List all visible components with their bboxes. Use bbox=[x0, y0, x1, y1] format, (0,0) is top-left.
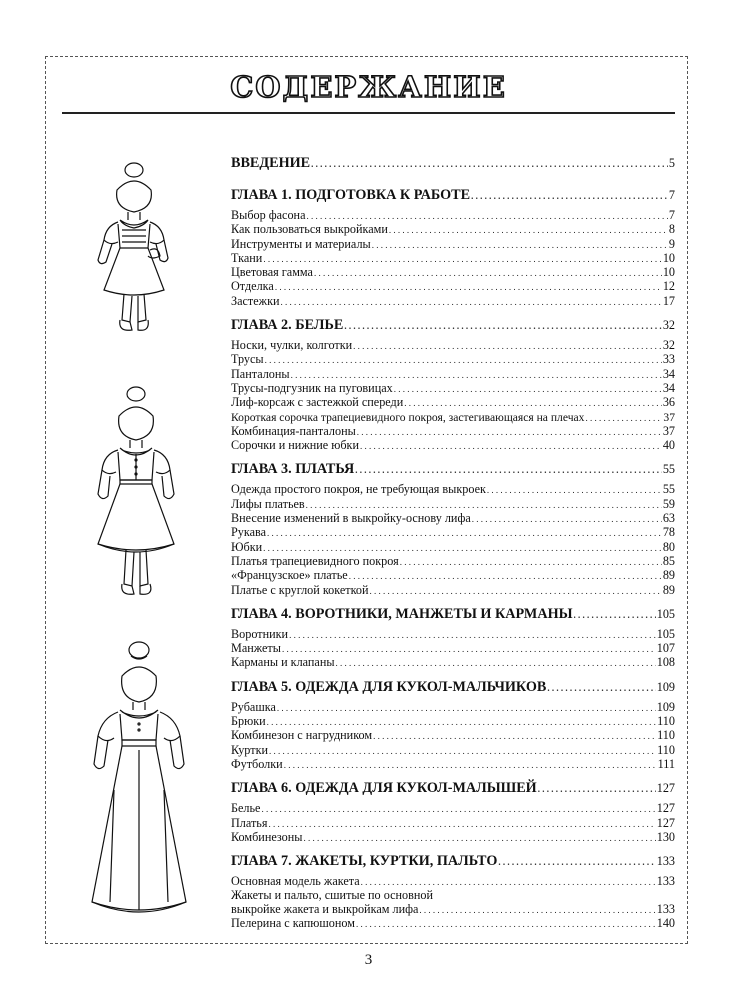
toc-chapter-heading[interactable]: ГЛАВА 4. ВОРОТНИКИ, МАНЖЕТЫ И КАРМАНЫ . . . 105 bbox=[231, 606, 675, 624]
toc-item[interactable]: Комбинезон с нагрудником . . . 110 bbox=[231, 729, 675, 743]
toc-item[interactable]: Комбинация-панталоны . . . 37 bbox=[231, 425, 675, 439]
toc-item[interactable]: Пелерина с капюшоном . . . 140 bbox=[231, 917, 675, 931]
toc-item[interactable]: Куртки . . . 110 bbox=[231, 744, 675, 758]
toc-item[interactable]: Сорочки и нижние юбки . . . 40 bbox=[231, 439, 675, 453]
toc-chapter-3 bbox=[231, 461, 675, 597]
toc-item[interactable]: Трусы . . . 33 bbox=[231, 353, 675, 367]
toc-item[interactable]: выкройке жакета и выкройкам лифа . . . 133 bbox=[231, 903, 675, 917]
toc-chapter-6 bbox=[231, 780, 675, 845]
toc-chapter-heading[interactable]: ГЛАВА 6. ОДЕЖДА ДЛЯ КУКОЛ-МАЛЫШЕЙ . . . 127 bbox=[231, 780, 675, 798]
toc-item[interactable]: Белье . . . 127 bbox=[231, 802, 675, 816]
toc-item[interactable]: Лиф-корсаж с застежкой спереди . . . 36 bbox=[231, 396, 675, 410]
toc-item[interactable]: Короткая сорочка трапециевидного покроя, застегивающаяся на плечах . . . 37 bbox=[231, 411, 675, 425]
toc-item[interactable]: Ткани . . . 10 bbox=[231, 252, 675, 266]
toc-item[interactable]: Как пользоваться выкройками . . . 8 bbox=[231, 223, 675, 237]
toc-item[interactable]: Панталоны . . . 34 bbox=[231, 368, 675, 382]
toc-item[interactable]: Цветовая гамма . . . 10 bbox=[231, 266, 675, 280]
toc-item[interactable]: Носки, чулки, колготки . . . 32 bbox=[231, 339, 675, 353]
toc-item[interactable]: Выбор фасона . . . 7 bbox=[231, 209, 675, 223]
doll-long-dress-illustration bbox=[84, 640, 194, 930]
toc-chapter-heading[interactable]: ГЛАВА 1. ПОДГОТОВКА К РАБОТЕ . . . 7 bbox=[231, 187, 675, 205]
toc-item[interactable]: Манжеты . . . 107 bbox=[231, 642, 675, 656]
doll-knee-dress-illustration bbox=[92, 384, 182, 614]
toc-item[interactable]: Воротники . . . 105 bbox=[231, 628, 675, 642]
toc-item[interactable]: Трусы-подгузник на пуговицах . . . 34 bbox=[231, 382, 675, 396]
toc-item[interactable]: Отделка . . . 12 bbox=[231, 280, 675, 294]
toc-item[interactable]: Инструменты и материалы . . . 9 bbox=[231, 238, 675, 252]
toc-item[interactable]: «Французское» платье . . . 89 bbox=[231, 569, 675, 583]
toc-item[interactable]: Комбинезоны . . . 130 bbox=[231, 831, 675, 845]
toc-item[interactable]: Платья . . . 127 bbox=[231, 817, 675, 831]
toc-chapter-5 bbox=[231, 679, 675, 772]
toc-item[interactable]: Внесение изменений в выкройку-основу лифа . . . 63 bbox=[231, 512, 675, 526]
toc-item[interactable]: Платья трапециевидного покроя . . . 85 bbox=[231, 555, 675, 569]
toc-chapter-heading[interactable]: ГЛАВА 3. ПЛАТЬЯ . . . 55 bbox=[231, 461, 675, 479]
toc-item[interactable]: Основная модель жакета . . . 133 bbox=[231, 875, 675, 889]
toc-item-continued[interactable]: Жакеты и пальто, сшитые по основной bbox=[231, 888, 434, 903]
toc-chapter-4 bbox=[231, 606, 675, 671]
toc-chapter-7 bbox=[231, 853, 675, 931]
doll-short-dress-illustration bbox=[92, 160, 177, 350]
toc-chapter-heading[interactable]: ГЛАВА 7. ЖАКЕТЫ, КУРТКИ, ПАЛЬТО . . . 133 bbox=[231, 853, 675, 871]
toc-item[interactable]: Футболки . . . 111 bbox=[231, 758, 675, 772]
title-underline bbox=[62, 112, 675, 114]
toc-item[interactable]: Юбки . . . 80 bbox=[231, 541, 675, 555]
table-of-contents bbox=[231, 155, 675, 939]
toc-item[interactable]: Карманы и клапаны . . . 108 bbox=[231, 656, 675, 670]
toc-intro[interactable]: ВВЕДЕНИЕ . . . 5 bbox=[231, 155, 675, 173]
toc-item[interactable]: Брюки . . . 110 bbox=[231, 715, 675, 729]
toc-item[interactable]: Лифы платьев . . . 59 bbox=[231, 498, 675, 512]
toc-chapter-heading[interactable]: ГЛАВА 2. БЕЛЬЕ . . . 32 bbox=[231, 317, 675, 335]
toc-item[interactable]: Платье с круглой кокеткой . . . 89 bbox=[231, 584, 675, 598]
toc-chapter-2 bbox=[231, 317, 675, 453]
toc-item[interactable]: Рубашка . . . 109 bbox=[231, 701, 675, 715]
toc-item[interactable]: Одежда простого покроя, не требующая выкроек . . . 55 bbox=[231, 483, 675, 497]
toc-chapter-heading[interactable]: ГЛАВА 5. ОДЕЖДА ДЛЯ КУКОЛ-МАЛЬЧИКОВ . . . 109 bbox=[231, 679, 675, 697]
page-title: СОДЕРЖАНИЕ bbox=[230, 70, 507, 104]
toc-item[interactable]: Рукава . . . 78 bbox=[231, 526, 675, 540]
toc-chapter-1 bbox=[231, 187, 675, 309]
page-number: 3 bbox=[364, 952, 373, 968]
toc-item[interactable]: Застежки . . . 17 bbox=[231, 295, 675, 309]
